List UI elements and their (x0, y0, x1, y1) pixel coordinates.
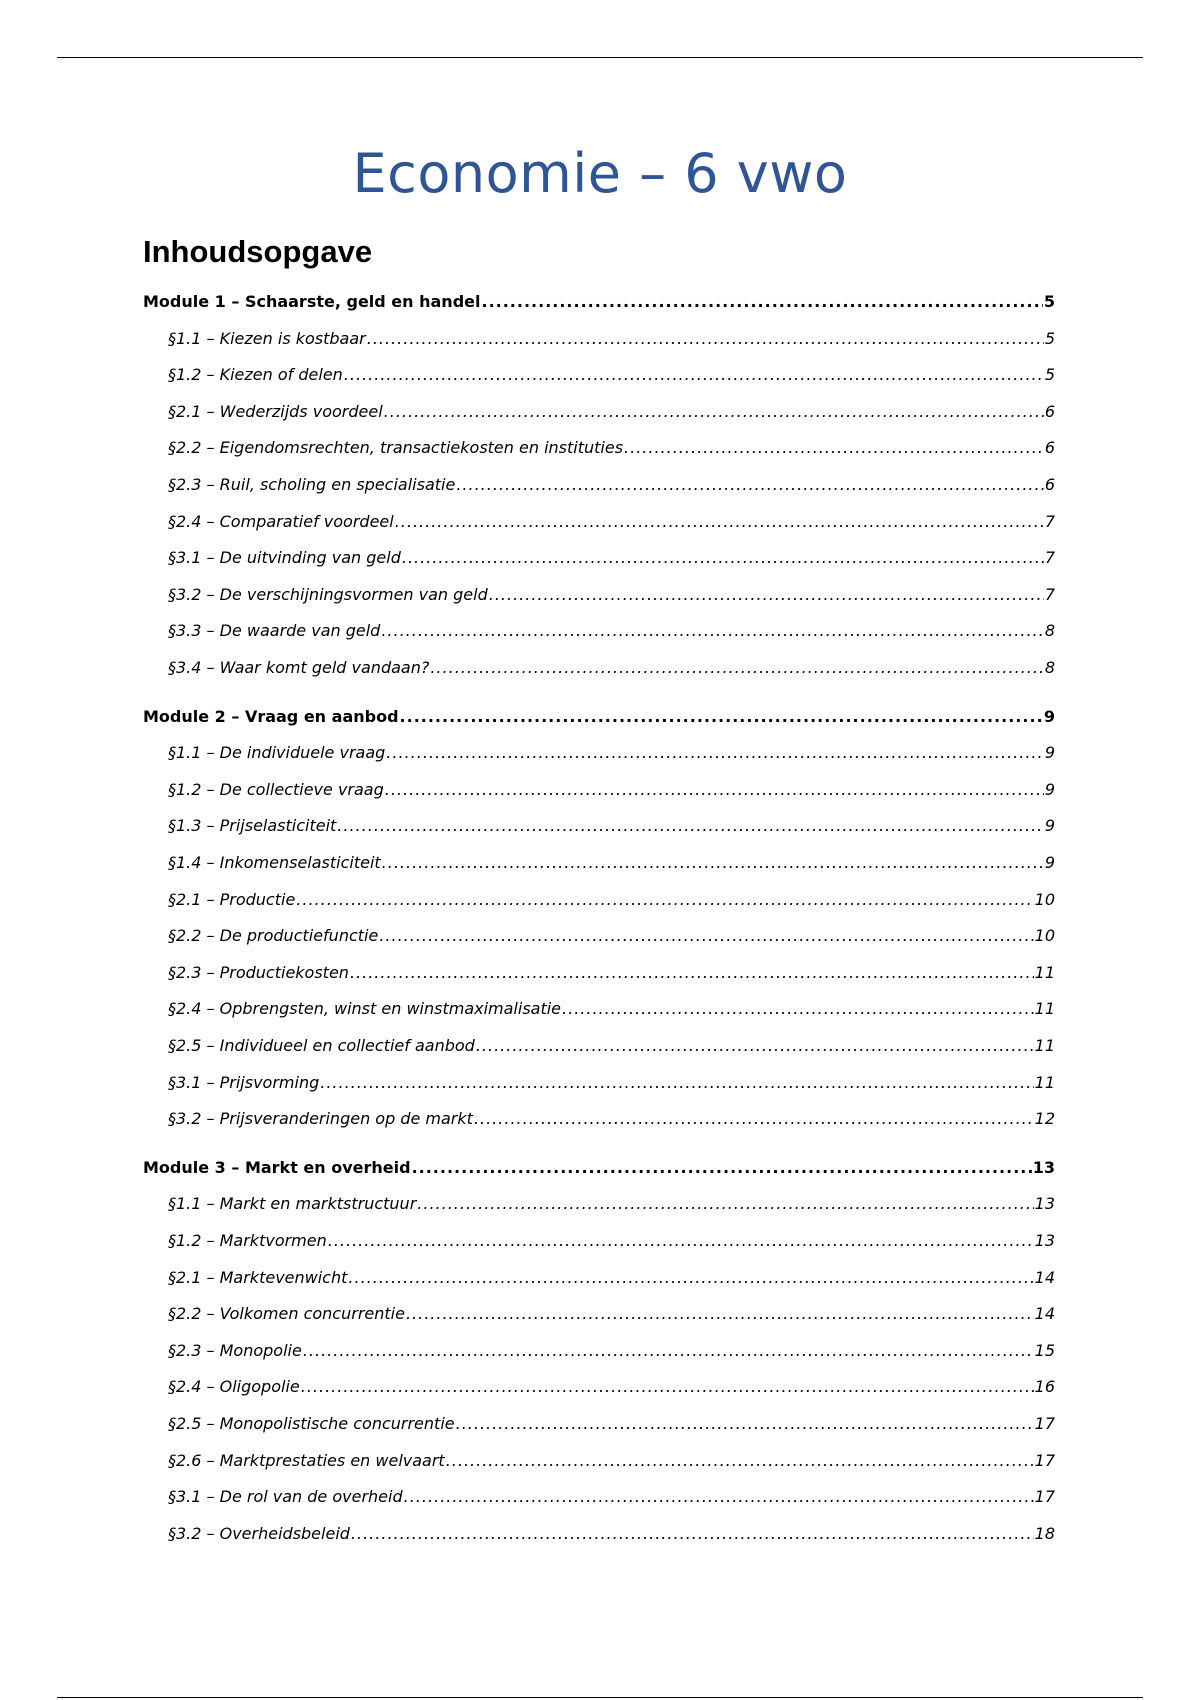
toc-section-entry[interactable] (143, 1449, 1055, 1473)
toc-entry-page: 15 (1034, 1340, 1055, 1360)
toc-dot-leader (384, 400, 1044, 424)
toc-entry-page: 5 (1044, 328, 1055, 348)
toc-dot-leader (402, 546, 1044, 570)
toc-section-entry[interactable] (143, 924, 1055, 948)
toc-entry-label: §2.2 – De productiefunctie (168, 926, 379, 946)
toc-entry-label: §2.3 – Productiekosten (168, 962, 349, 982)
toc-entry-page: 14 (1034, 1304, 1055, 1324)
toc-entry-page: 13 (1034, 1231, 1055, 1250)
toc-section-entry[interactable] (143, 1034, 1055, 1058)
toc-entry-label: §2.4 – Comparatief voordeel (168, 511, 394, 531)
toc-entry-page: 16 (1034, 1377, 1055, 1397)
toc-dot-leader (303, 1339, 1034, 1363)
toc-entry-label: §3.2 – De verschijningsvormen van geld (168, 584, 488, 604)
toc-entry-label: §2.5 – Individueel en collectief aanbod (168, 1036, 475, 1055)
toc-section-entry[interactable] (143, 619, 1055, 643)
toc-entry-label: §2.6 – Marktprestaties en welvaart (168, 1450, 445, 1470)
toc-section-entry[interactable] (143, 1412, 1055, 1436)
toc-section-entry[interactable] (143, 778, 1055, 802)
toc-section-entry[interactable] (143, 741, 1055, 765)
toc-dot-leader (456, 473, 1043, 497)
toc-entry-label: §1.1 – Markt en marktstructuur (168, 1194, 417, 1214)
toc-entry-label: §1.1 – De individuele vraag (168, 743, 386, 763)
toc-entry-label: Module 3 – Markt en overheid (143, 1157, 411, 1177)
toc-dot-leader (562, 997, 1034, 1021)
toc-dot-leader (385, 778, 1044, 802)
toc-dot-leader (344, 363, 1044, 387)
toc-entry-page: 11 (1034, 1036, 1055, 1055)
toc-dot-leader (412, 1156, 1032, 1180)
toc-dot-leader (400, 705, 1043, 729)
toc-section-entry[interactable] (143, 1107, 1055, 1131)
toc-entry-label: §2.4 – Opbrengsten, winst en winstmaximalisatie (168, 999, 562, 1019)
toc-section-entry[interactable] (143, 1522, 1055, 1546)
toc-section-entry[interactable] (143, 814, 1055, 838)
toc-entry-label: §2.4 – Oligopolie (168, 1377, 300, 1397)
toc-entry-page: 6 (1044, 438, 1055, 458)
toc-section-entry[interactable] (143, 1375, 1055, 1399)
toc-section-entry[interactable] (143, 510, 1055, 534)
toc-entry-label: §2.2 – Volkomen concurrentie (168, 1304, 405, 1324)
toc-section-entry[interactable] (143, 1485, 1055, 1509)
toc-entry-page: 8 (1044, 658, 1055, 677)
toc-entry-label: §3.3 – De waarde van geld (168, 621, 381, 641)
toc-entry-label: §2.5 – Monopolistische concurrentie (168, 1414, 455, 1433)
toc-section-entry[interactable] (143, 363, 1055, 387)
toc-entry-page: 11 (1034, 962, 1055, 982)
toc-module-entry[interactable] (143, 705, 1055, 729)
toc-dot-leader (430, 656, 1043, 680)
toc-entry-page: 6 (1044, 475, 1055, 494)
header-rule (57, 57, 1143, 58)
toc-section-entry[interactable] (143, 888, 1055, 912)
toc-entry-page: 9 (1044, 816, 1055, 836)
toc-section-entry[interactable] (143, 1339, 1055, 1363)
toc-entry-label: §1.2 – Marktvormen (168, 1231, 327, 1250)
toc-entry-page: 8 (1044, 621, 1055, 641)
toc-entry-page: 17 (1034, 1414, 1055, 1433)
toc-entry-label: §3.2 – Overheidsbeleid (168, 1523, 350, 1543)
toc-dot-leader (382, 851, 1044, 875)
toc-dot-leader (386, 741, 1044, 765)
toc-entry-page: 9 (1043, 706, 1055, 726)
toc-entry-label: §2.3 – Monopolie (168, 1340, 302, 1360)
toc-entry-page: 17 (1034, 1487, 1055, 1507)
toc-entry-page: 11 (1034, 1072, 1055, 1092)
toc-section-entry[interactable] (143, 1302, 1055, 1326)
toc-entry-label: Module 2 – Vraag en aanbod (143, 706, 399, 726)
toc-section-entry[interactable] (143, 851, 1055, 875)
toc-entry-page: 18 (1034, 1523, 1055, 1543)
toc-section-entry[interactable] (143, 1192, 1055, 1216)
toc-entry-page: 14 (1034, 1267, 1055, 1287)
toc-entry-page: 6 (1044, 401, 1055, 421)
toc-entry-page: 9 (1044, 743, 1055, 763)
toc-dot-leader (320, 1071, 1033, 1095)
toc-entry-label: §3.4 – Waar komt geld vandaan? (168, 658, 430, 677)
toc-entry-label: §3.1 – De uitvinding van geld (168, 548, 401, 568)
toc-entry-label: §1.3 – Prijselasticiteit (168, 816, 337, 836)
toc-dot-leader (404, 1485, 1034, 1509)
toc-entry-page: 9 (1044, 853, 1055, 872)
document-title: Economie – 6 vwo (352, 142, 848, 205)
toc-section-entry[interactable] (143, 546, 1055, 570)
toc-entry-page: 7 (1044, 584, 1055, 604)
toc-section-entry[interactable] (143, 1071, 1055, 1095)
toc-entry-label: §3.2 – Prijsveranderingen op de markt (168, 1109, 473, 1129)
toc-entry-label: §1.1 – Kiezen is kostbaar (168, 328, 366, 348)
toc-entry-page: 10 (1034, 926, 1055, 946)
toc-dot-leader (296, 888, 1033, 912)
toc-entry-page: 9 (1044, 779, 1055, 799)
toc-entry-label: §1.2 – De collectieve vraag (168, 779, 384, 799)
toc-section-entry[interactable] (143, 997, 1055, 1021)
toc-section-entry[interactable] (143, 1266, 1055, 1290)
toc-dot-leader (381, 619, 1043, 643)
toc-entry-page: 5 (1044, 365, 1055, 385)
toc-entry-label: §1.4 – Inkomenselasticiteit (168, 853, 381, 872)
toc-entry-label: Module 1 – Schaarste, geld en handel (143, 292, 481, 311)
toc-section-entry[interactable] (143, 436, 1055, 460)
toc-dot-leader (624, 436, 1044, 460)
toc-entry-label: §2.1 – Wederzijds voordeel (168, 401, 383, 421)
toc-section-entry[interactable] (143, 583, 1055, 607)
toc-dot-leader (456, 1412, 1034, 1436)
toc-entry-label: §2.3 – Ruil, scholing en specialisatie (168, 475, 456, 494)
toc-dot-leader (395, 510, 1044, 534)
toc-section-entry[interactable] (143, 327, 1055, 351)
toc-heading: Inhoudsopgave (143, 234, 373, 269)
toc-section-entry[interactable] (143, 1229, 1055, 1253)
footer-rule (57, 1697, 1143, 1698)
toc-dot-leader (379, 924, 1033, 948)
toc-module-entry[interactable] (143, 1156, 1055, 1180)
toc-entry-page: 11 (1034, 999, 1055, 1019)
toc-dot-leader (350, 961, 1034, 985)
toc-dot-leader (417, 1192, 1033, 1216)
toc-dot-leader (301, 1375, 1034, 1399)
toc-dot-leader (474, 1107, 1034, 1131)
toc-entry-label: §2.1 – Productie (168, 889, 296, 909)
toc-dot-leader (348, 1266, 1033, 1290)
toc-entry-page: 10 (1034, 889, 1055, 909)
toc-entry-page: 13 (1032, 1157, 1055, 1177)
toc-section-entry[interactable] (143, 961, 1055, 985)
toc-dot-leader (351, 1522, 1034, 1546)
toc-entry-page: 12 (1034, 1109, 1055, 1129)
toc-dot-leader (406, 1302, 1034, 1326)
toc-entry-label: §2.1 – Marktevenwicht (168, 1267, 348, 1287)
toc-entry-page: 7 (1044, 511, 1055, 531)
toc-dot-leader (481, 290, 1042, 314)
toc-dot-leader (476, 1034, 1034, 1058)
toc-dot-leader (367, 327, 1044, 351)
toc-entry-page: 7 (1044, 548, 1055, 568)
toc-entry-label: §3.1 – Prijsvorming (168, 1072, 320, 1092)
toc-module-entry[interactable] (143, 290, 1055, 314)
toc-entry-label: §1.2 – Kiezen of delen (168, 365, 343, 385)
toc-entry-label: §2.2 – Eigendomsrechten, transactiekosten en instituties (168, 438, 624, 458)
toc-entry-page: 13 (1034, 1194, 1055, 1214)
toc-dot-leader (328, 1229, 1034, 1253)
toc-section-entry[interactable] (143, 400, 1055, 424)
toc-section-entry[interactable] (143, 473, 1055, 497)
toc-dot-leader (489, 583, 1044, 607)
toc-dot-leader (337, 814, 1044, 838)
toc-dot-leader (446, 1449, 1034, 1473)
toc-entry-page: 17 (1034, 1450, 1055, 1470)
toc-section-entry[interactable] (143, 656, 1055, 680)
toc-entry-page: 5 (1043, 292, 1055, 311)
toc-entry-label: §3.1 – De rol van de overheid (168, 1487, 403, 1507)
